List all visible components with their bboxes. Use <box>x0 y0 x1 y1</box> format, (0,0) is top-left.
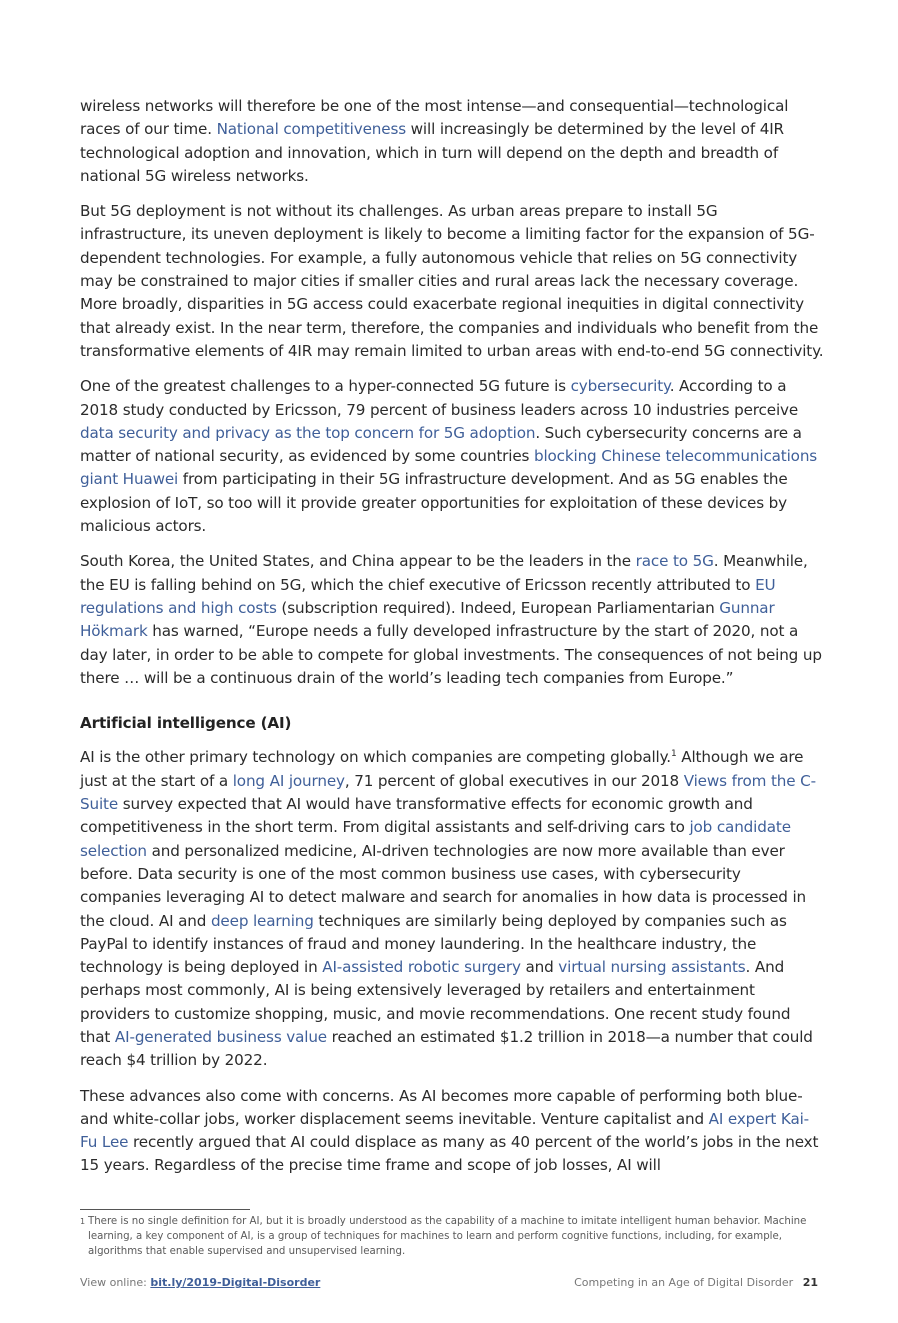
text-run: and <box>520 958 559 977</box>
inline-link[interactable]: long AI journey <box>232 771 345 790</box>
text-run: wireless networks will therefore be one of the most intense—and consequential—technological races of our time. <box>80 97 789 139</box>
section-5g <box>80 95 825 690</box>
text-run: . Meanwhile, the EU is falling behind on 5G, which the chief executive of Ericsson recently attributed to <box>80 552 808 594</box>
footnote-divider <box>80 1209 250 1210</box>
section-ai <box>80 746 825 1177</box>
inline-link[interactable]: EU regulations and high costs <box>80 575 776 617</box>
inline-link[interactable]: deep learning <box>210 911 314 930</box>
text-run: These advances also come with concerns. As AI becomes more capable of performing both blue- and white-collar jobs, worker displacement seems inevitable. Venture capitalist and <box>80 1086 803 1128</box>
footnote-text: There is no single definition for AI, but it is broadly understood as the capability of a machine to imitate intelligent human behavior. Machine learning, a key component of AI, is a group of techniques for machines to learn and perform cognitive functions, including, for example, algorithms that enable supervised and unsupervised learning. <box>88 1216 807 1257</box>
text-run: (subscription required). Indeed, European Parliamentarian <box>276 598 720 617</box>
text-run: will increasingly be determined by the level of 4IR technological adoption and innovation, which in turn will depend on the depth and breadth of national 5G wireless networks. <box>80 120 784 185</box>
footer-doc-info <box>574 1276 818 1289</box>
footer-view-online <box>80 1276 320 1289</box>
text-run: But 5G deployment is not without its challenges. As urban areas prepare to install 5G infrastructure, its uneven deployment is likely to become a limiting factor for the expansion of 5G-dependent technologies. For example, a fully autonomous vehicle that relies on 5G connectivity may be constrained to major cities if smaller cities and rural areas lack the necessary coverage. More broadly, disparities in 5G access could exacerbate regional inequities in digital connectivity that already exist. In the near term, therefore, the companies and individuals who benefit from the transformative elements of 4IR may remain limited to urban areas with end-to-end 5G connectivity. <box>80 202 824 360</box>
paragraph <box>80 200 825 363</box>
footnote <box>80 1214 825 1259</box>
inline-link[interactable]: virtual nursing assistants <box>558 958 746 977</box>
inline-link[interactable]: data security and privacy as the top concern for 5G adoption <box>80 423 536 442</box>
text-run: survey expected that AI would have transformative effects for economic growth and competitiveness in the short term. From digital assistants and self-driving cars to <box>80 795 753 837</box>
text-run: has warned, “Europe needs a fully developed infrastructure by the start of 2020, not a day later, in order to be able to compete for global investments. The consequences of not being up there … will be a continuous drain of the world’s leading tech companies from Europe.” <box>80 622 822 687</box>
document-title: Competing in an Age of Digital Disorder <box>574 1276 794 1289</box>
text-run: reached an estimated $1.2 trillion in 2018—a number that could reach $4 trillion by 2022. <box>80 1027 813 1070</box>
text-run: . Such cybersecurity concerns are a matter of national security, as evidenced by some countries <box>80 423 802 466</box>
paragraph <box>80 746 825 1072</box>
text-run: . And perhaps most commonly, AI is being extensively leveraged by retailers and entertainment providers to customize shopping, music, and movie recommendations. One recent study found that <box>80 958 791 1046</box>
inline-link[interactable]: National competitiveness <box>216 120 406 139</box>
text-run: recently argued that AI could displace as many as 40 percent of the world’s jobs in the next 15 years. Regardless of the precise time frame and scope of job losses, AI will <box>80 1133 819 1175</box>
text-run: , 71 percent of global executives in our 2018 <box>344 771 684 790</box>
text-run: One of the greatest challenges to a hyper-connected 5G future is <box>80 377 571 396</box>
inline-link[interactable]: Views from the C-Suite <box>80 771 816 814</box>
inline-link[interactable]: AI expert Kai-Fu Lee <box>80 1109 810 1152</box>
text-run: AI is the other primary technology on which companies are competing globally. <box>80 748 671 767</box>
inline-link[interactable]: Gunnar Hökmark <box>80 598 775 641</box>
document-body <box>80 95 825 1190</box>
text-run: . According to a 2018 study conducted by Ericsson, 79 percent of business leaders across 10 industries perceive <box>80 377 799 419</box>
footnote-number: 1 <box>80 1217 86 1226</box>
inline-link[interactable]: AI-generated business value <box>114 1027 327 1046</box>
paragraph <box>80 375 825 538</box>
footnote-reference: 1 <box>670 749 677 760</box>
text-run: Although we are just at the start of a <box>80 748 804 790</box>
view-online-label: View online: <box>80 1276 147 1289</box>
paragraph <box>80 550 825 690</box>
paragraph <box>80 1085 825 1178</box>
inline-link[interactable]: cybersecurity <box>570 377 670 396</box>
text-run: from participating in their 5G infrastructure development. And as 5G enables the explosion of IoT, so too will it provide greater opportunities for exploitation of these devices by malicious actors. <box>80 470 788 536</box>
text-run: and personalized medicine, AI-driven technologies are now more available than ever before. Data security is one of the most common business use cases, with cybersecurity companies leveraging AI to detect malware and search for anomalies in how data is processed in the cloud. AI and <box>80 841 807 930</box>
text-run: techniques are similarly being deployed by companies such as PayPal to identify instances of fraud and money laundering. In the healthcare industry, the technology is being deployed in <box>80 911 787 977</box>
inline-link[interactable]: AI-assisted robotic surgery <box>322 958 521 977</box>
section-heading-ai: Artificial intelligence (AI) <box>80 714 292 733</box>
page-number: 21 <box>802 1276 818 1289</box>
inline-link[interactable]: race to 5G <box>635 552 714 571</box>
inline-link[interactable]: blocking Chinese telecommunications giant Huawei <box>80 447 818 489</box>
view-online-link[interactable]: bit.ly/2019-Digital-Disorder <box>150 1276 321 1289</box>
page-footer <box>80 1276 818 1294</box>
inline-link[interactable]: job candidate selection <box>80 818 791 860</box>
text-run: South Korea, the United States, and China appear to be the leaders in the <box>80 552 636 571</box>
paragraph <box>80 95 825 188</box>
